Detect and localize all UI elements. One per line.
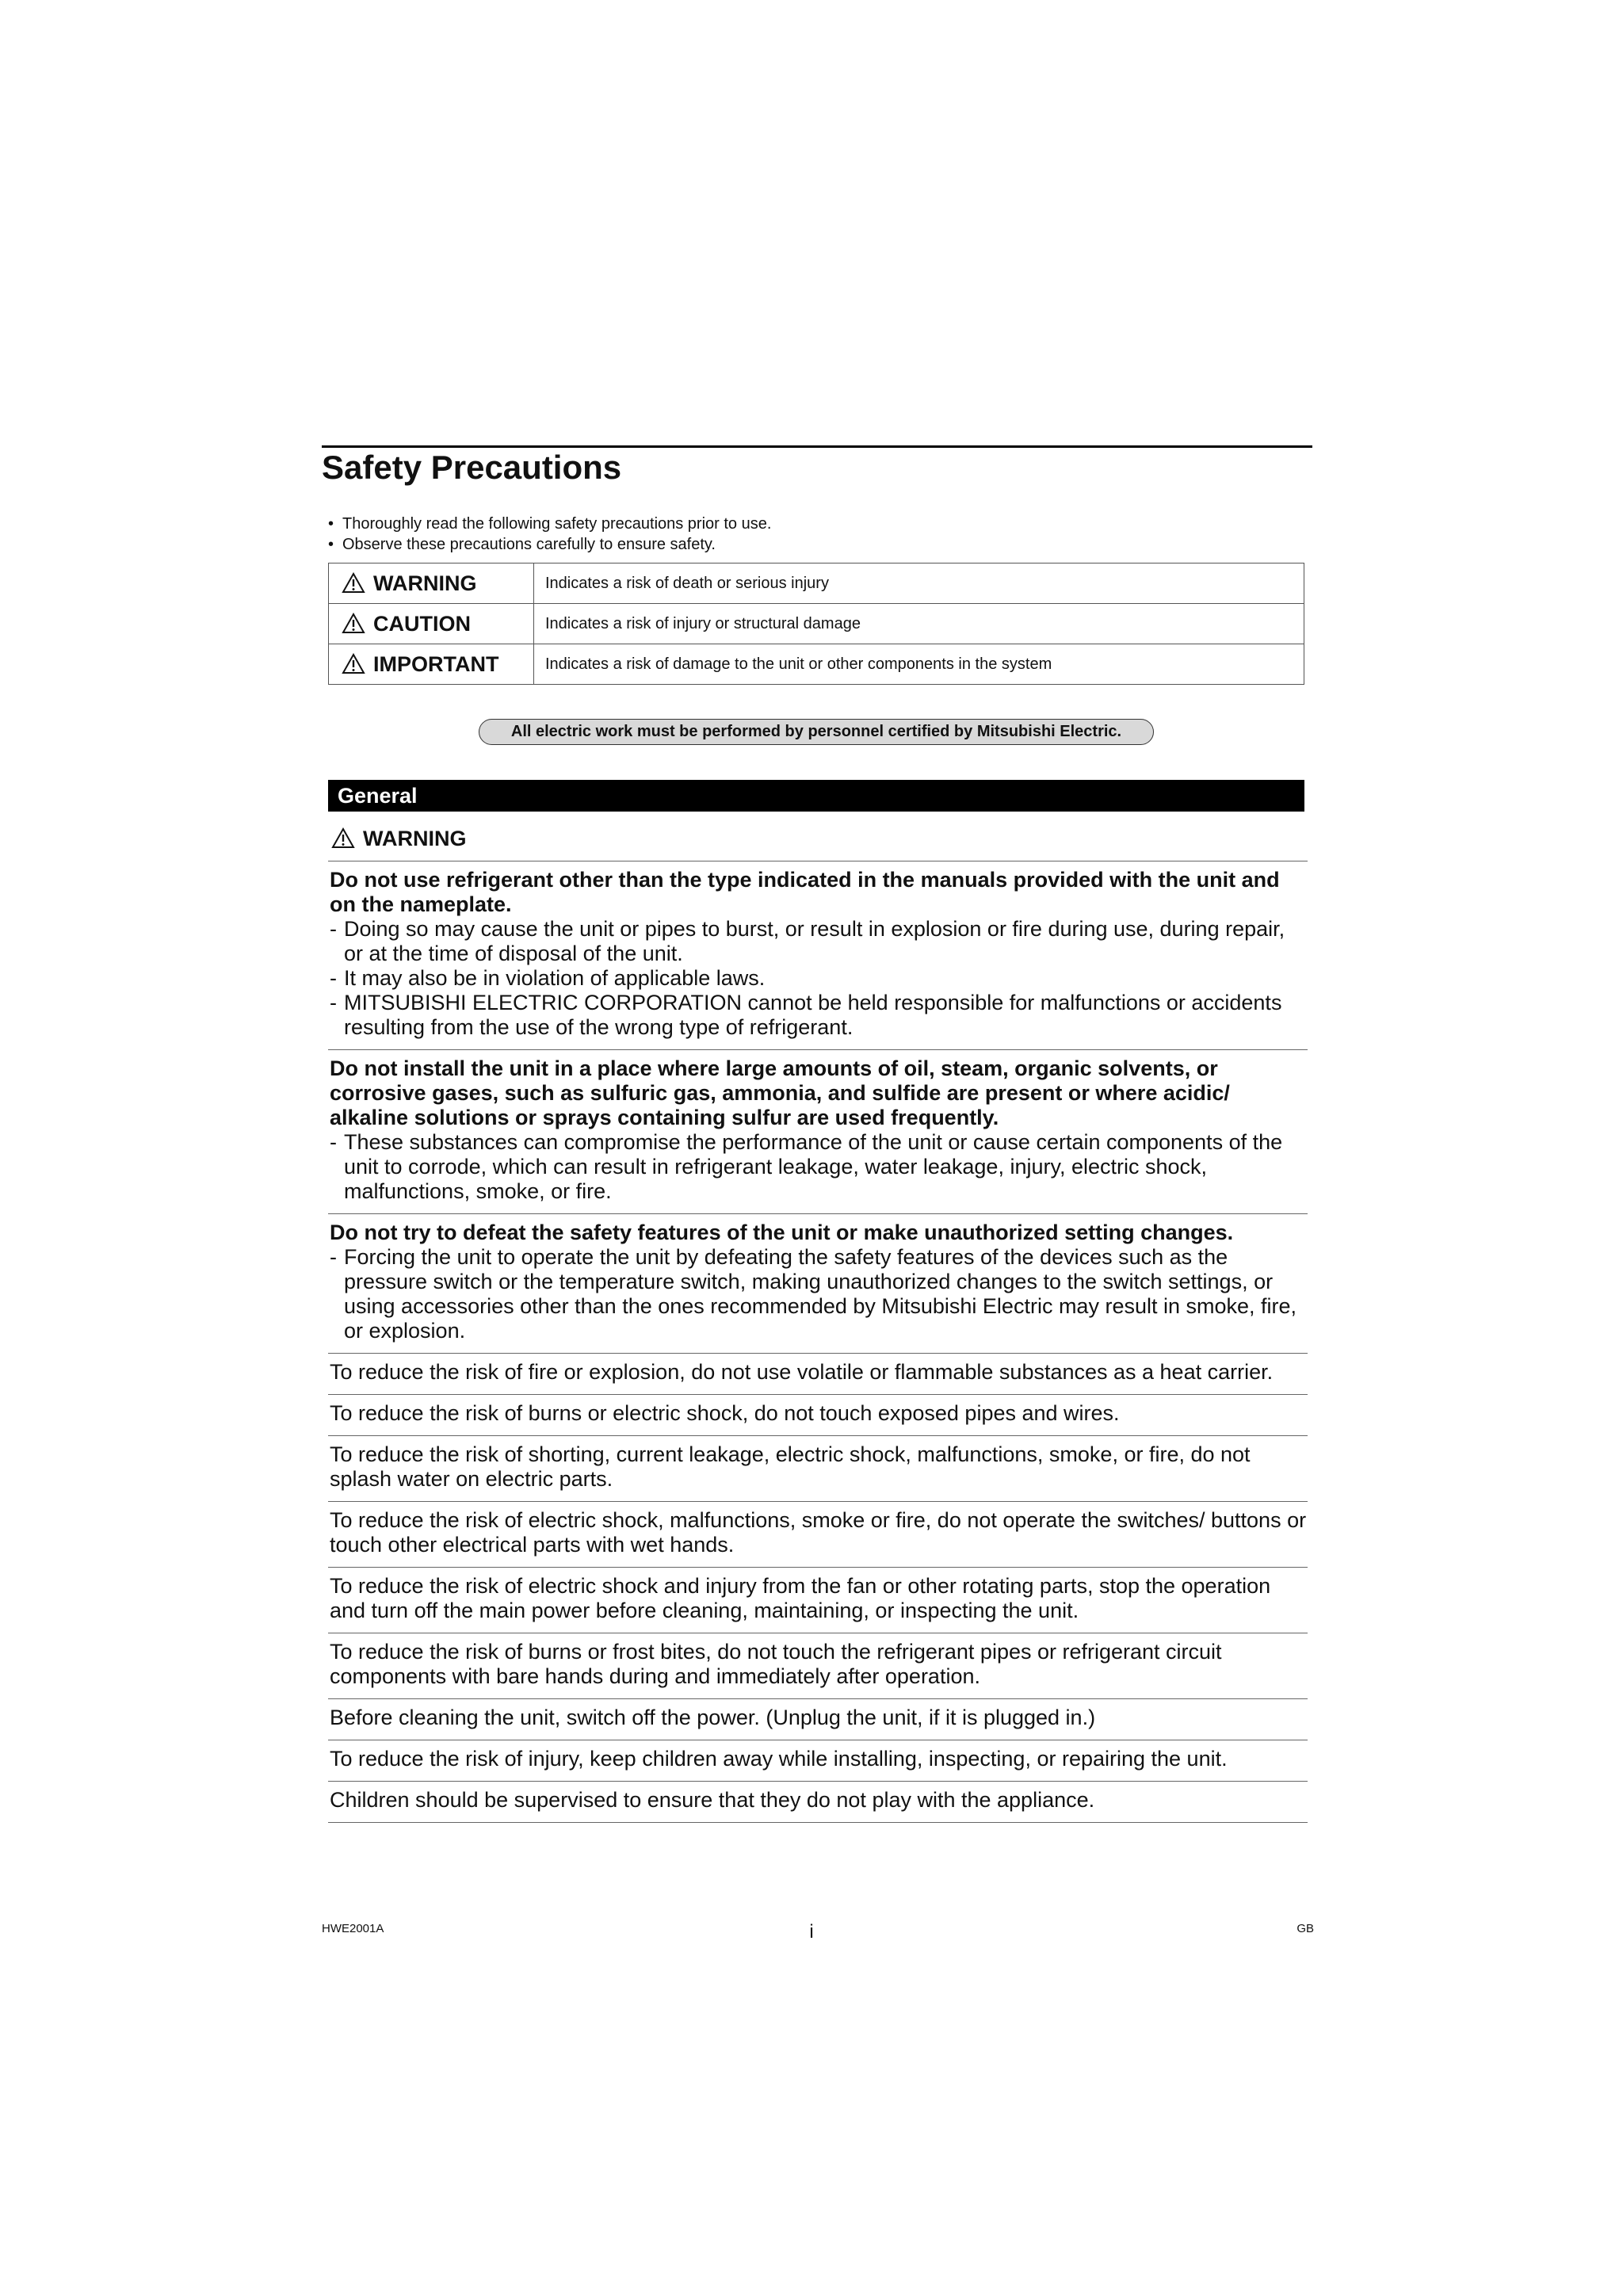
warning-item: To reduce the risk of shorting, current leakage, electric shock, malfunctions, smoke, or fire, do not splash water on electric parts. [328,1435,1308,1501]
footer-page-number: i [809,1921,814,1943]
warning-item-heading: Do not use refrigerant other than the type indicated in the manuals provided with the unit and on the nameplate. [330,868,1280,916]
legend-term [329,563,534,604]
intro-item: • Thoroughly read the following safety precautions prior to use. [328,514,771,534]
warning-item-heading: Do not try to defeat the safety features of the unit or make unauthorized setting changes. [330,1221,1234,1244]
legend-term-label: WARNING [373,571,477,595]
warning-item-bullet: - MITSUBISHI ELECTRIC CORPORATION cannot be held responsible for malfunctions or accidents resulting from the use of the wrong type of refrigerant. [330,991,1308,1040]
warning-triangle-icon [342,653,365,674]
warning-item-bullet: - Doing so may cause the unit or pipes to burst, or result in explosion or fire during use, during repair, or at the time of disposal of the unit. [330,917,1308,966]
legend-row [329,604,1304,644]
warning-item-bullet: - These substances can compromise the performance of the unit or cause certain components of the unit to corrode, which can result in refrigerant leakage, water leakage, injury, electric shock, malfunctions, smoke, or fire. [330,1130,1308,1204]
warning-item-bullet: - Forcing the unit to operate the unit by defeating the safety features of the devices such as the pressure switch or the temperature switch, making unauthorized changes to the switch settings, or using accessories other than the ones recommended by Mitsubishi Electric may result in smoke, fire, or explosion. [330,1245,1308,1343]
intro-list [328,514,771,555]
footer-document-code: HWE2001A [322,1922,384,1935]
warning-item [328,1049,1308,1213]
legend-row [329,563,1304,604]
warning-item-heading: Do not install the unit in a place where large amounts of oil, steam, organic solvents, or corrosive gases, such as sulfuric gas, ammonia, and sulfide are present or where acidic/ alkaline solutions or sprays containing sulfur are used frequently. [330,1056,1230,1129]
warning-triangle-icon [342,613,365,634]
section-heading-general: General [328,780,1304,812]
warning-label-text: WARNING [363,827,467,850]
page-title: Safety Precautions [322,449,622,486]
legend-term-label: CAUTION [373,611,471,636]
warning-item: To reduce the risk of fire or explosion, do not use volatile or flammable substances as a heat carrier. [328,1353,1308,1394]
warning-triangle-icon [342,572,365,594]
legend-term [329,644,534,685]
legend-description: Indicates a risk of death or serious injury [534,563,1304,604]
warning-item [328,861,1308,1049]
warning-item: To reduce the risk of electric shock, malfunctions, smoke or fire, do not operate the switches/ buttons or touch other electrical parts with wet hands. [328,1501,1308,1567]
legend-description: Indicates a risk of damage to the unit or other components in the system [534,644,1304,685]
intro-item: • Observe these precautions carefully to ensure safety. [328,534,771,555]
legend-term [329,604,534,644]
hazard-legend-table [328,563,1304,685]
warning-item: Before cleaning the unit, switch off the power. (Unplug the unit, if it is plugged in.) [328,1698,1308,1740]
warning-item: To reduce the risk of burns or electric shock, do not touch exposed pipes and wires. [328,1394,1308,1435]
certification-notice: All electric work must be performed by personnel certified by Mitsubishi Electric. [479,719,1154,745]
warning-item: To reduce the risk of burns or frost bites, do not touch the refrigerant pipes or refrigerant circuit components with bare hands during and immediately after operation. [328,1633,1308,1698]
warning-items-list [328,861,1308,1823]
legend-row [329,644,1304,685]
warning-item-bullet: - It may also be in violation of applicable laws. [330,966,1308,991]
warning-item: Children should be supervised to ensure that they do not play with the appliance. [328,1781,1308,1823]
footer-language-code: GB [1296,1922,1314,1935]
legend-term-label: IMPORTANT [373,651,499,676]
section-warning-label [331,824,467,853]
warning-item: To reduce the risk of injury, keep children away while installing, inspecting, or repairing the unit. [328,1740,1308,1781]
warning-triangle-icon [331,827,355,849]
warning-item: To reduce the risk of electric shock and injury from the fan or other rotating parts, stop the operation and turn off the main power before cleaning, maintaining, or inspecting the unit. [328,1567,1308,1633]
legend-description: Indicates a risk of injury or structural damage [534,604,1304,644]
warning-item [328,1213,1308,1353]
